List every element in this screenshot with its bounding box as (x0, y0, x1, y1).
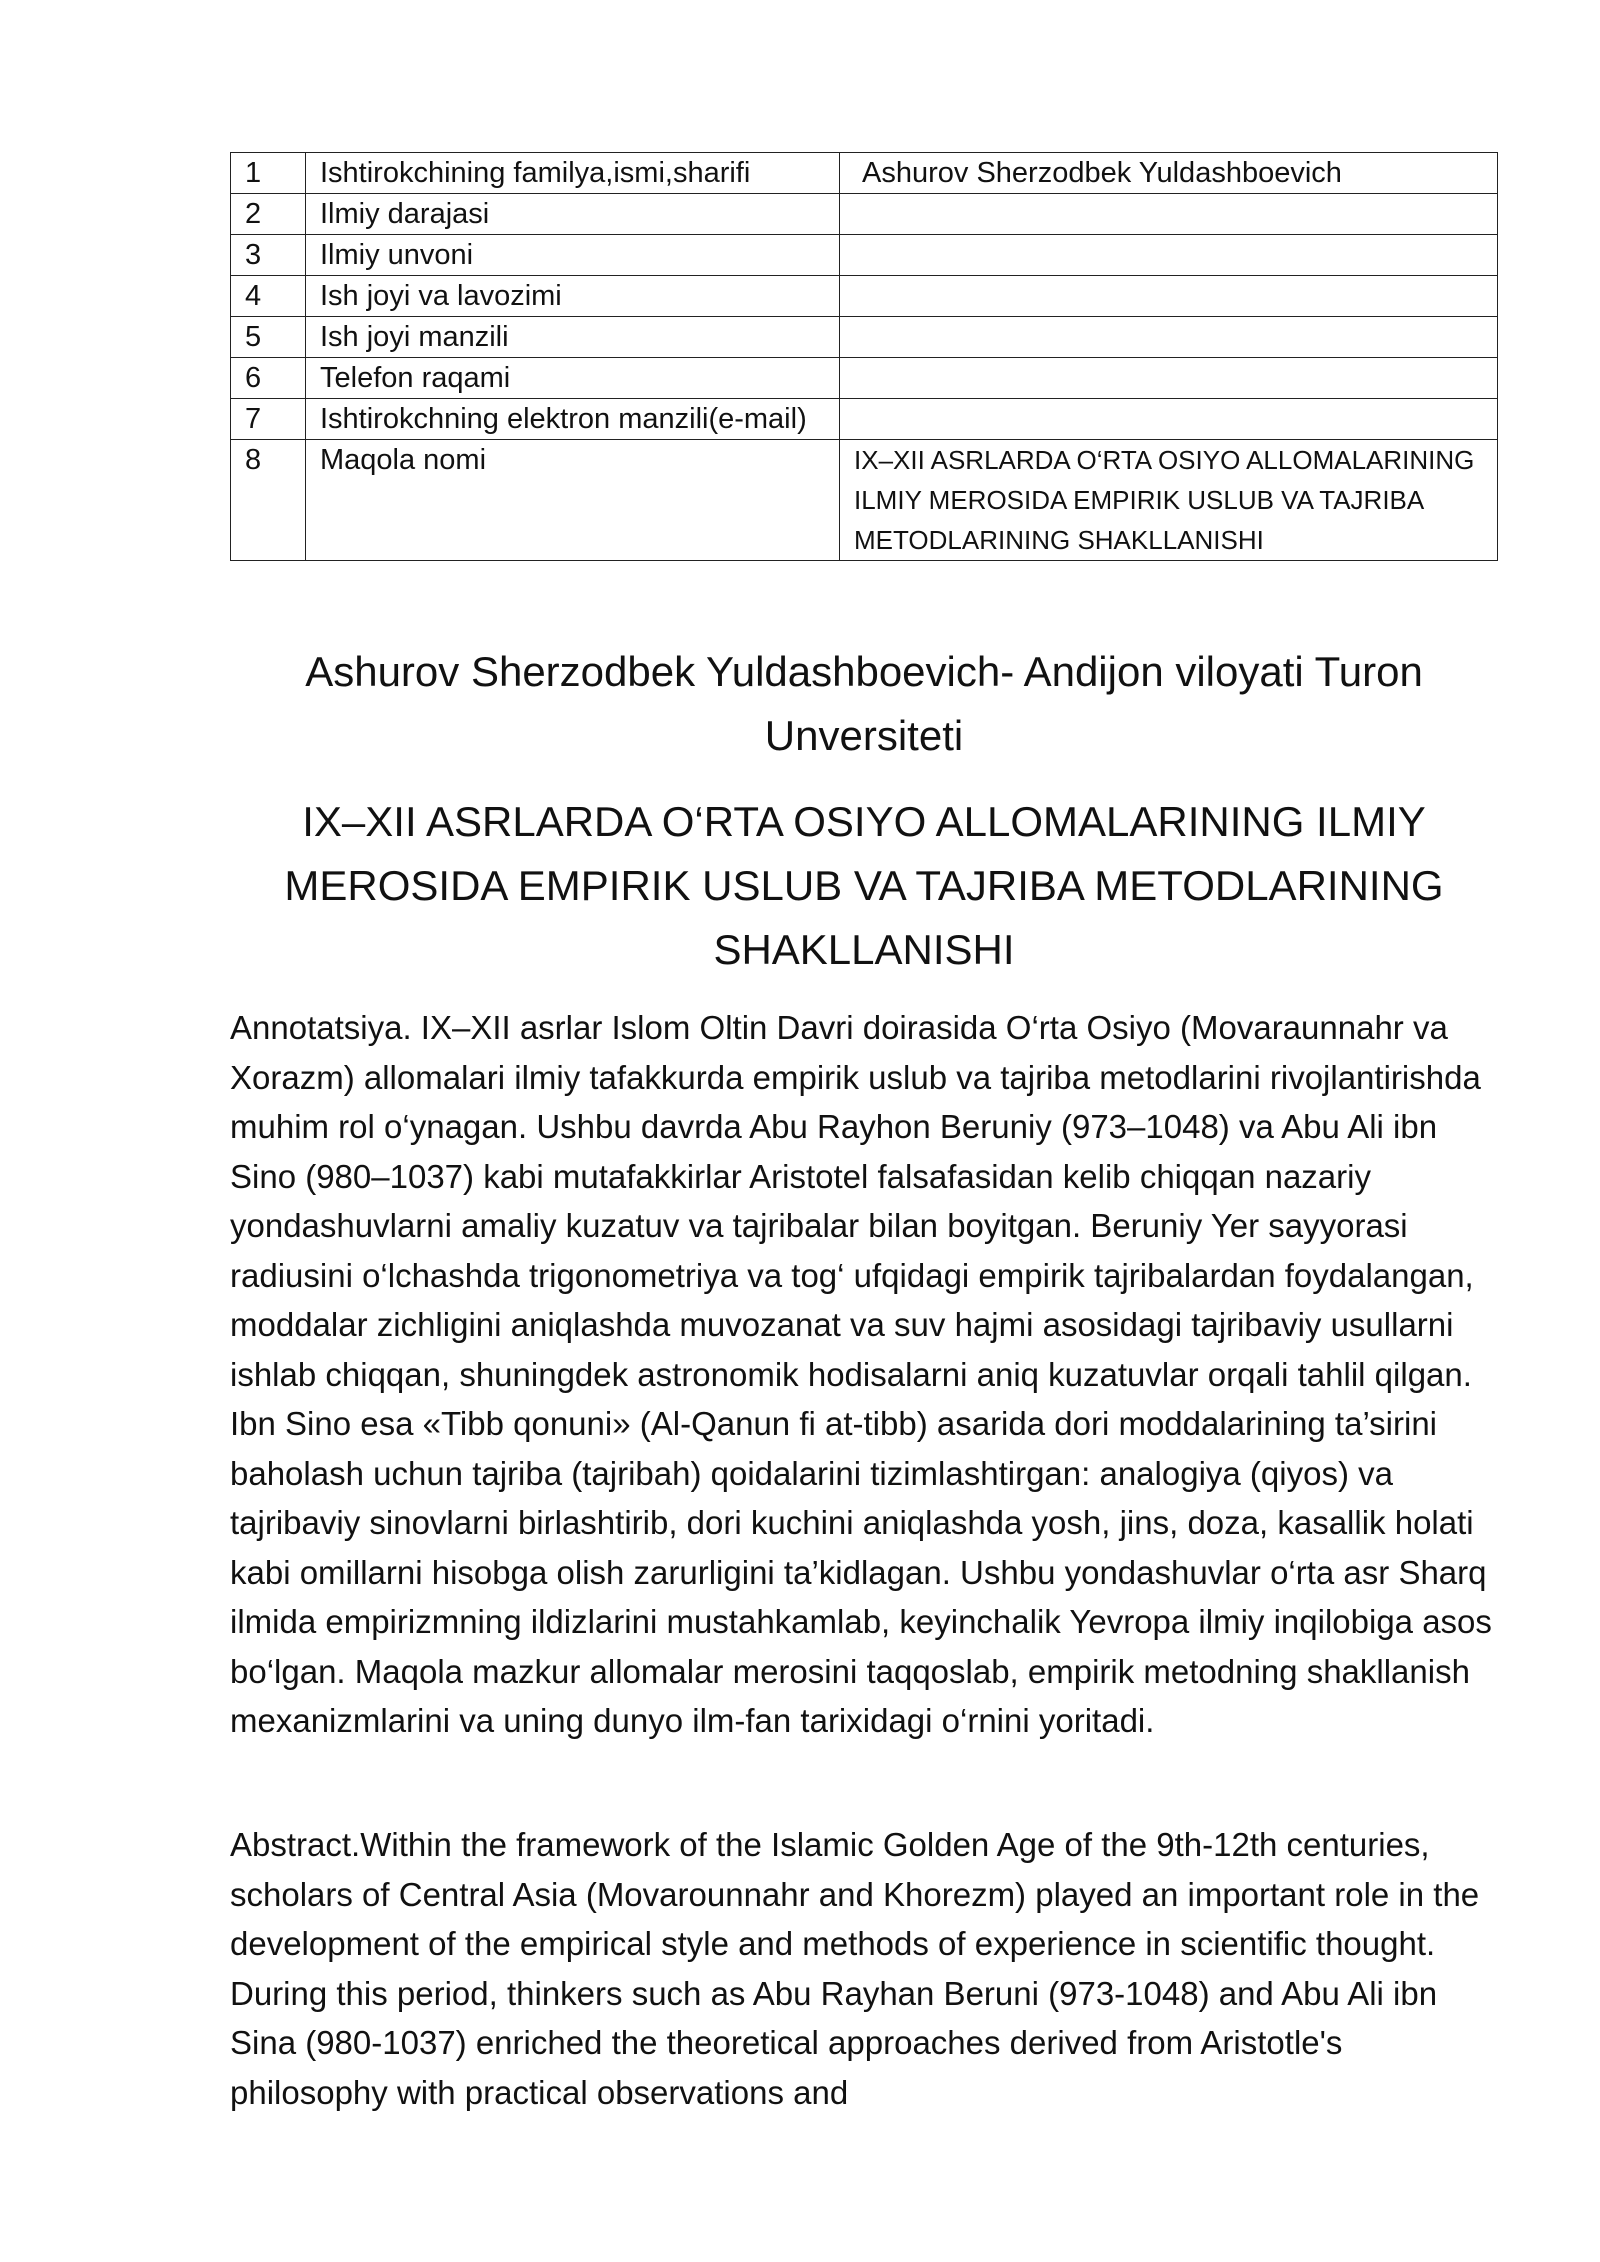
row-value: IX–XII ASRLARDA O‘RTA OSIYO ALLOMALARINING ILMIY MEROSIDA EMPIRIK USLUB VA TAJRIBA METODLARINING SHAKLLANISHI (840, 440, 1498, 561)
row-label: Ishtirokchining familya,ismi,sharifi (306, 153, 840, 194)
row-label: Ish joyi manzili (306, 317, 840, 358)
row-number: 3 (231, 235, 306, 276)
row-number: 7 (231, 399, 306, 440)
abstract-paragraph: Abstract.Within the framework of the Islamic Golden Age of the 9th-12th centuries, scholars of Central Asia (Movarounnahr and Khorezm) played an important role in the development of the empirical style and methods of experience in scientific thought. During this period, thinkers such as Abu Rayhan Beruni (973-1048) and Abu Ali ibn Sina (980-1037) enriched the theoretical approaches derived from Aristotle's philosophy with practical observations and (230, 1826, 1480, 2111)
row-number: 2 (231, 194, 306, 235)
row-number: 6 (231, 358, 306, 399)
row-value (840, 399, 1498, 440)
row-number: 8 (231, 440, 306, 561)
row-value: Ashurov Sherzodbek Yuldashboevich (840, 153, 1498, 194)
table-row (231, 235, 1498, 276)
row-label: Ish joyi va lavozimi (306, 276, 840, 317)
article-title: IX–XII ASRLARDA O‘RTA OSIYO ALLOMALARINING ILMIY MEROSIDA EMPIRIK USLUB VA TAJRIBA METODLARINING SHAKLLANISHI (284, 798, 1444, 973)
row-label: Maqola nomi (306, 440, 840, 561)
table-row (231, 440, 1498, 561)
row-value (840, 276, 1498, 317)
row-number: 4 (231, 276, 306, 317)
table-row (231, 358, 1498, 399)
row-value (840, 194, 1498, 235)
row-label: Telefon raqami (306, 358, 840, 399)
table-row (231, 276, 1498, 317)
row-value (840, 358, 1498, 399)
row-value (840, 317, 1498, 358)
table-row (231, 399, 1498, 440)
table-row (231, 153, 1498, 194)
annotation-paragraph: Annotatsiya. IX–XII asrlar Islom Oltin Davri doirasida O‘rta Osiyo (Movaraunnahr va Xorazm) allomalari ilmiy tafakkurda empirik uslub va tajriba metodlarini rivojlantirishda muhim rol o‘ynagan. Ushbu davrda Abu Rayhon Beruniy (973–1048) va Abu Ali ibn Sino (980–1037) kabi mutafakkirlar Aristotel falsafasidan kelib chiqqan nazariy yondashuvlarni amaliy kuzatuv va tajribalar bilan boyitgan. Beruniy Yer sayyorasi radiusini o‘lchashda trigonometriya va tog‘ ufqidagi empirik tajribalardan foydalangan, moddalar zichligini aniqlashda muvozanat va suv hajmi asosidagi tajribaviy usullarni ishlab chiqqan, shuningdek astronomik hodisalarni aniq kuzatuvlar orqali tahlil qilgan. Ibn Sino esa «Tibb qonuni» (Al-Qanun fi at-tibb) asarida dori moddalarining ta’sirini baholash uchun tajriba (tajribah) qoidalarini tizimlashtirgan: analogiya (qiyos) va tajribaviy sinovlarni birlashtirib, dori kuchini aniqlashda yosh, jins, doza, kasallik holati kabi omillarni hisobga olish zarurligini ta’kidlagan. Ushbu yondashuvlar o‘rta asr Sharq ilmida empirizmning ildizlarini mustahkamlab, keyinchalik Yevropa ilmiy inqilobiga asos bo‘lgan. Maqola mazkur allomalar merosini taqqoslab, empirik metodning shakllanish mexanizmlarini va uning dunyo ilm-fan tarixidagi o‘rnini yoritadi. (230, 1009, 1492, 1739)
participant-info-table (230, 152, 1498, 561)
table-row (231, 194, 1498, 235)
row-number: 1 (231, 153, 306, 194)
row-label: Ilmiy darajasi (306, 194, 840, 235)
row-label: Ishtirokchning elektron manzili(e-mail) (306, 399, 840, 440)
row-number: 5 (231, 317, 306, 358)
row-value (840, 235, 1498, 276)
row-label: Ilmiy unvoni (306, 235, 840, 276)
table-row (231, 317, 1498, 358)
author-affiliation: Ashurov Sherzodbek Yuldashboevich- Andijon viloyati Turon Unversiteti (305, 648, 1423, 759)
